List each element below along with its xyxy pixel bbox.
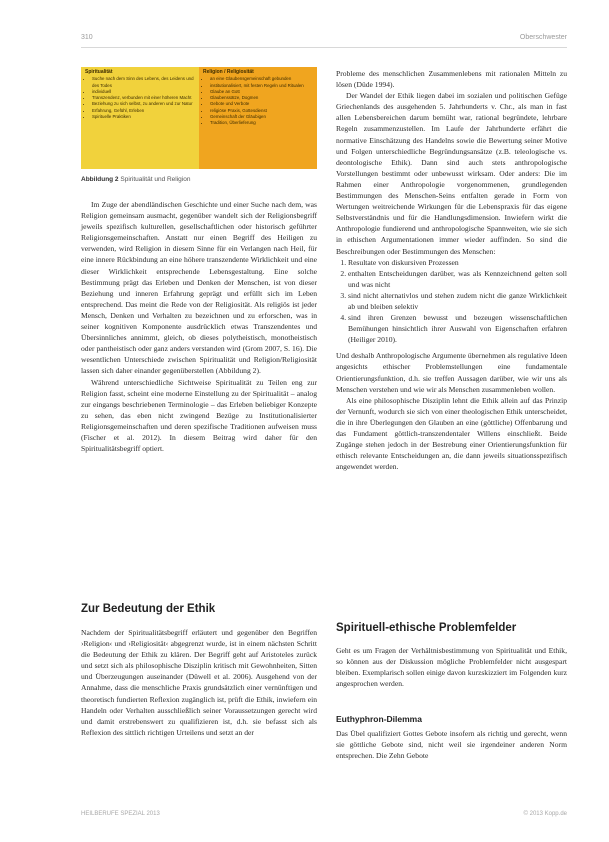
list-item: • Erfahrung, Gefühl, Erleben <box>92 108 195 114</box>
list-item: • Gebote und Verbote <box>210 101 313 107</box>
list-item: • institutionalisiert, mit festen Regeln und Ritualen <box>210 83 313 89</box>
list-item: • individuell <box>92 89 195 95</box>
figure-caption <box>81 176 190 183</box>
paragraph: Probleme des menschlichen Zusammenlebens mit rationalen Mitteln zu lösen (Düde 1994). <box>336 69 567 90</box>
section-heading-problemfelder: Spirituell-ethische Problemfelder <box>336 622 517 634</box>
paragraph: Als eine philosophische Disziplin lehnt die Ethik allein auf das Prinzip der Vernunft, wodurch sie sich von einer theologischen Ethik unterscheidet, die in ihre Überlegungen den Glauben an eine (göttliche) Offenbarung und das Fundament göttlich-transzendentaler Willens einschließt. Beide Zugänge stehen jedoch in der Bestrebung einer Orientierungsfunktion für ethisch relevante Entscheidungen an, die dann jeweils situationsspezifisch angewendet werden. <box>336 395 567 472</box>
caption-text: Spiritualität und Religion <box>120 176 191 183</box>
list-item: • Glaubenssätze, Dogmen <box>210 95 313 101</box>
section-heading-ethik: Zur Bedeutung der Ethik <box>81 603 216 615</box>
religion-column-title: Religion / Religiosität <box>203 69 254 75</box>
spirituality-list <box>85 76 195 120</box>
left-column <box>81 199 317 454</box>
right-column <box>336 68 567 472</box>
subsection-heading-euthyphron: Euthyphron-Dilemma <box>336 714 422 724</box>
list-item: • Transzendenz, verbunden mit einer höheren Macht <box>92 95 195 101</box>
paragraph: Und deshalb Anthropologische Argumente übernehmen als regulative Ideen angesichts ethischer Problemstellungen eine fundamentale Orientierungsfunktion, d.h. sie treffen Aussagen darüber, wie wir uns als Menschen verstehen und wie wir als Menschen zusammenleben wollen. <box>336 351 567 394</box>
paragraph: Das Übel qualifiziert Gottes Gebote insofern als richtig und gerecht, wenn sie göttliche Gebote sind, nicht weil sie irgendeiner anderen Norm entsprechen. Die Zehn Gebote <box>336 729 567 761</box>
list-item: 4. sind ihren Grenzen bewusst und bezeugen wissenschaftlichen Bemühungen hinsichtlich ihrer Auswahl von Eigenschaften erfahren (Heiliger 2010). <box>348 312 567 345</box>
running-head: Oberschwester <box>519 34 567 41</box>
religion-list <box>203 76 313 126</box>
ethik-body <box>81 627 317 738</box>
paragraph: Nachdem der Spiritualitätsbegriff erläutert und gegenüber den Begriffen ›Religion‹ und ›Religiosität‹ abgegrenzt wurde, ist in einem nächsten Schritt die Bedeutung der Ethik zu klären. Der Begriff geht auf Aristoteles zurück und setzt sich als philosophische Disziplin kritisch mit Gewohnheiten, Sitten und Überzeugungen auseinander (Düwell et al. 2006). Ausgehend von der Annahme, dass die menschliche Praxis grundsätzlich einer vernünftigen und theoretisch fundierten Reflexion zugänglich ist, prüft die Ethik, inwiefern ein Handeln oder Verhalten ausschließlich seiner Voraussetzungen gerecht wird und damit erstrebenswert zu qualifizieren ist, d.h. sie befasst sich als Reflexion des sittlich richtigen Urteilens und setzt an der <box>81 628 317 737</box>
list-item: • Suche nach dem Sinn des Lebens, des Leidens und des Todes <box>92 76 195 89</box>
paragraph: Der Wandel der Ethik liegen dabei im sozialen und politischen Gefüge Griechenlands des ausgehenden 5. Jahrhunderts v. Chr., als man in fast allen Lebensbereichen darum bemüht war, rational begründete, lehrbare Regeln zusammenzustellen. Im Laufe der Jahrhunderte erfährt die normative Einschätzung des Handelns sowie die Bewertung seiner Motive und Folgen unterschiedliche Begründungsansätze (z.B. teleologische vs. deontologische Ethik). Dann sind auch stets anthropologische Vorstellungen bestimmt oder unbewusst wirksam. Oder anders: Die im Rahmen einer Anthropologie vorgenommenen, grundlegenden Bestimmungen des Menschen-Seins entfalten gerade in Form von Wertungen weitreichende Wirkungen für die Lebenspraxis für das eigene Selbstverständnis und für die Handlungsdimension. Inwiefern wirkt die Anthropologie fundierend und anthropologische Spannweiten, wie sie sich in ethischen Argumentationen immer wieder auffinden. So sind die Beschreibungen oder Bestimmungen des Menschen: <box>336 91 567 256</box>
list-item: • Tradition, Überlieferung <box>210 120 313 126</box>
list-item: • Spirituelle Praktiken <box>92 114 195 120</box>
list-item: • Gemeinschaft der Gläubigen <box>210 114 313 120</box>
list-item: 3. sind nicht alternativlos und stehen zudem nicht die ganze Wirklichkeit ab und bleiben selektiv <box>348 290 567 312</box>
header-rule <box>81 47 567 48</box>
list-item: • an eine Glaubensgemeinschaft gebunden <box>210 76 313 82</box>
religion-column <box>199 67 317 169</box>
caption-label: Abbildung 2 <box>81 176 119 183</box>
list-item: 1. Resultate von diskursiven Prozessen <box>348 257 567 268</box>
list-item: • religiöse Praxis, Gottesdienst <box>210 108 313 114</box>
list-item: • Glaube an Gott <box>210 89 313 95</box>
list-item: • Beziehung zu sich selbst, zu anderen und zur Natur <box>92 101 195 107</box>
paragraph: Während unterschiedliche Sichtweise Spiritualität zu Teilen eng zur Religion fasst, scheint eine moderne Einstellung zu der Spiritualität – analog zur eingangs beschriebenen Terminologie – das Erleben beliebiger Konzepte zu sehen, das eben nicht zwingend Bezüge zu Institutionalisierter Religionsgemeinschaften und deren spezifische Traditionen aufweisen muss (Fischer et al. 2012). In diesem Beitrag wird daher für den Spiritualitätsbegriff optiert. <box>81 377 317 454</box>
problemfelder-body <box>336 645 567 689</box>
spirituality-column-title: Spiritualität <box>85 69 113 75</box>
footer-right: © 2013 Kopp.de <box>523 811 567 817</box>
euthyphron-body <box>336 728 567 761</box>
spirituality-column <box>81 67 199 169</box>
paragraph: Im Zuge der abendländischen Geschichte und einer Suche nach dem, was Religion gemeinsam ausmacht, gegenüber wandelt sich der Religionsbegriff jeweils spezifisch kulturellen, gesellschaftlichen oder historisch geführter Religionsgemeinschaften. Anstatt nur einen Begriff des Heiligen zu verwenden, wird Religion in diesem Sinne für ein Verlangen nach Heil, für eine innere Rückbindung an eine höhere transzendente Wirklichkeit und eine dieser Wirklichkeit entsprechende Lebensgestaltung. Eine solche Bestimmung prägt das Erleben und Denken der Menschen, ist von dieser Beziehung und inneren Erfahrung geprägt und erfüllt sich im Leben entsprechend. Das meint die Rede von der Religiosität. Als religiös ist jeder Mensch, Denken und Verhalten zu bezeichnen und zu erforschen, was in seiner kognitiven Komponente ausdrücklich etwas Transzendentes und Übersinnliches annimmt, gleich, ob dieses polytheistisch, monotheistisch oder pantheistisch oder ganz anders verstanden wird (Grom 2007, S. 16). Die wesentlichen Unterschiede zwischen Spiritualität und Religion/Religiosität lassen sich daher einander gegenüberstellen (Abbildung 2). <box>81 200 317 376</box>
numbered-list <box>336 257 567 346</box>
comparison-table <box>81 67 317 169</box>
footer-left: HEILBERUFE SPEZIAL 2013 <box>81 811 160 817</box>
list-item: 2. enthalten Entscheidungen darüber, was als Kennzeichnend gelten soll und was nicht <box>348 268 567 290</box>
page-number: 310 <box>81 34 93 41</box>
paragraph: Geht es um Fragen der Verhältnisbestimmung von Spiritualität und Ethik, so können aus der Diskussion mögliche Problemfelder nicht ausgespart bleiben. Exemplarisch sollen einige davon kurzskizziert im Folgenden kurz angesprochen werden. <box>336 646 567 689</box>
